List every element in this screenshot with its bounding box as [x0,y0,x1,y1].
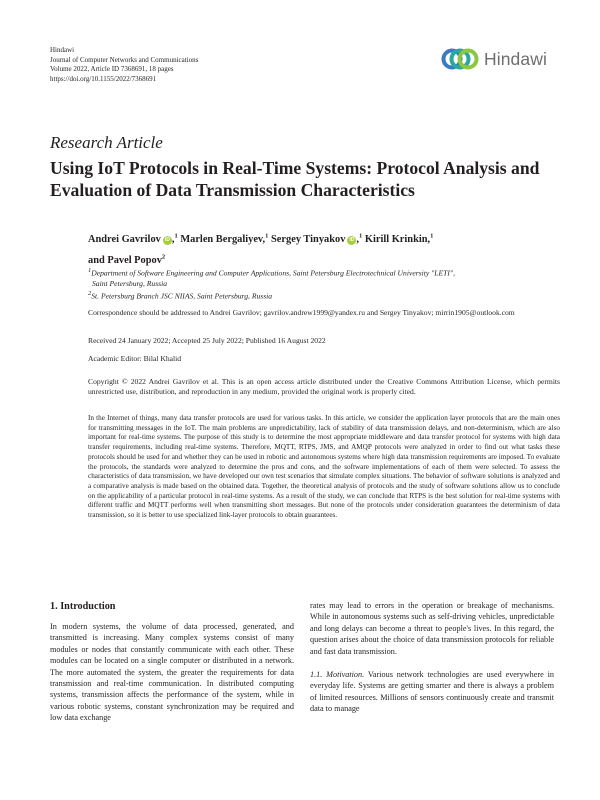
author: Andrei Gavrilov iD ,$^1$ [88,233,178,246]
author: and Pavel Popov$^2$ [88,253,166,266]
hindawi-logo [441,47,547,71]
abstract: In the Internet of things, many data transfer protocols are used for various tasks. In this article, we consider the application layer protocols that are the main ones for transmitting messages in the IoT. The main problems are unpredictability, lack of stability of data transmission delays, and non-determinism, which are also important for real-time systems. The purpose of this study is to determine the most appropriate middleware and data transfer protocol for systems with high data transfer requirements, including real-time systems. Therefore, MQTT, RTPS, JMS, and AMQP protocols were analyzed in order to find out what tasks these protocols should be used for and whether they can be used in robotic and autonomous systems where high data transmission requirements are imposed. To evaluate the protocols, the standards were analyzed to determine the pros and cons, and the software implementations of each of them were selected. To assess the characteristics of data transmission, we have developed our own test scenarios that simulate complex situations. The behavior of software solutions is analyzed and a comparative analysis is made based on the obtained data. Together, the theoretical analysis of protocols and the study of software solutions allow us to conclude on the applicability of a particular protocol in real-time systems. As a result of the study, we can conclude that RTPS is the best solution for real-time systems with different traffic and MQTT performs well when transmitting short messages. But none of the protocols under consideration guarantees the determinism of data transmission, so it is better to use specialized link-layer protocols to obtain guarantees. [88,414,560,520]
author: Kirill Krinkin,$^1$ [364,233,434,246]
motivation-text: Various network technologies are used everywhere in everyday life. Systems are getting smarter and there is always a problem of limited resources. Millions of sensors continuously create and transmit data to manage [310,670,555,714]
doi-link[interactable]: https://doi.org/10.1155/2022/7368691 [50,74,157,83]
academic-editor: Academic Editor: Bilal Khalid [88,354,181,363]
correspondence: Correspondence should be addressed to Andrei Gavrilov; gavrilov.andrew1999@yandex.ru and Sergey Tinyakov; mirrin1905@outlook.com [88,308,515,317]
orcid-icon[interactable]: iD [349,237,355,244]
hindawi-logo-text: Hindawi [484,48,547,69]
left-column [50,600,294,724]
affiliation-1-continued: Saint Petersburg, Russia [92,278,168,288]
intro-paragraph-continued: rates may lead to errors in the operation or breakage of mechanisms. While in autonomous systems such as self-driving vehicles, unpredictable and long delays can become a threat to people's lives. In this regard, the question arises about the choice of data transmission protocols for reliable and fast data transmission. [310,601,554,656]
publisher-name: Hindawi [50,46,75,54]
orcid-icon[interactable]: iD [164,237,170,244]
copyright-notice: Copyright © 2022 Andrei Gavrilov et al. This is an open access article distributed under the Creative Commons Attribution License, which permits unrestricted use, distribution, and reproduction in any medium, provided the original work is properly cited. [88,377,560,396]
affiliation-2: $^2$St. Petersburg Branch JSC NIIAS, Saint Petersburg, Russia [88,289,273,301]
affiliation-1: $^1$Department of Software Engineering and Computer Applications, Saint Petersburg Electrotechnical University "LETI", [88,267,455,278]
intro-paragraph: In modern systems, the volume of data processed, generated, and transmitted is increasing. Many complex systems consist of many modules or nodes that constantly communicate with each other. These modules can be located on a single computer or distributed in a network. The more automated the system, the greater the requirements for data transmission and real-time communication. In distributed computing systems, transmission affects the performance of the system, while in various robotic systems, constant synchronization may be required and low data exchange [50,622,294,723]
article-type: Research Article [50,133,163,152]
journal-meta [50,46,198,84]
motivation-paragraph [310,669,554,715]
volume-line: Volume 2022, Article ID 7368691, 18 pages [50,65,174,74]
section-heading-introduction: 1. Introduction [50,601,116,612]
subsection-heading-motivation: 1.1. Motivation. [310,670,365,680]
article-title: Using IoT Protocols in Real-Time Systems: Protocol Analysis and Evaluation of Data Transmission Characteristics [50,158,540,200]
author-list [88,228,518,269]
hindawi-logo-icon [441,47,479,71]
author: Sergey Tinyakov iD ,$^1$ [271,233,363,246]
author: Marlen Bergaliyev,$^1$ [180,233,269,246]
journal-name: Journal of Computer Networks and Communications [50,55,199,64]
affiliations [88,266,560,301]
publication-dates: Received 24 January 2022; Accepted 25 July 2022; Published 16 August 2022 [88,336,326,345]
right-column [310,600,554,727]
